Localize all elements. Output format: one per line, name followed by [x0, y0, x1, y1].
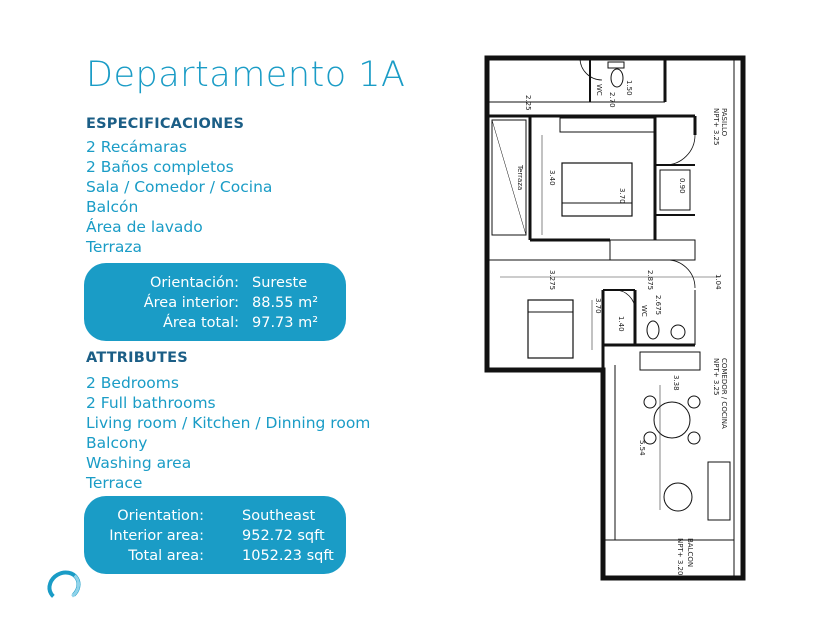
dim-label: 0.90 — [678, 178, 686, 194]
list-item: Sala / Comedor / Cocina — [86, 178, 273, 196]
label-balcon-level: NPT+ 3.20 — [676, 538, 684, 576]
list-item: Terraza — [86, 238, 142, 256]
orientation-label: Orientación: — [149, 275, 239, 291]
dim-label: 3.275 — [548, 270, 556, 291]
spec-details-card — [84, 263, 346, 341]
dim-label: 1.04 — [714, 274, 722, 290]
list-item: 2 Full bathrooms — [86, 394, 216, 412]
dim-label: 1.40 — [617, 316, 625, 332]
dim-label: 2.675 — [654, 295, 662, 316]
label-wc-top: WC — [595, 84, 603, 96]
dim-label: 3.38 — [672, 375, 680, 391]
list-item: 2 Bedrooms — [86, 374, 179, 392]
orientation-label: Orientation: — [117, 508, 204, 524]
total-area-value: 1052.23 sqft — [242, 548, 334, 564]
dim-label: 3.70 — [618, 188, 626, 204]
attributes-list — [86, 373, 370, 493]
list-item: Balcony — [86, 434, 148, 452]
interior-area-value: 88.55 m² — [252, 295, 319, 311]
dim-label: 3.70 — [594, 298, 602, 314]
list-item: Balcón — [86, 198, 139, 216]
interior-area-label: Interior area: — [109, 528, 204, 544]
dim-label: 2.25 — [524, 95, 532, 111]
interior-area-label: Área interior: — [143, 295, 239, 311]
label-pasillo: PASILLO — [720, 108, 728, 137]
orientation-value: Sureste — [252, 275, 308, 291]
list-item: Living room / Kitchen / Dinning room — [86, 414, 371, 432]
list-item: 2 Recámaras — [86, 138, 187, 156]
attributes-heading: ATTRIBUTES — [86, 350, 188, 366]
label-balcon: BALCON — [686, 538, 694, 568]
attributes-details-card — [84, 496, 346, 574]
label-pasillo-level: NPT+ 3.25 — [712, 108, 720, 146]
dim-label: 5.54 — [638, 440, 646, 456]
label-comedor-level: NPT+ 3.25 — [712, 358, 720, 396]
list-item: Terrace — [86, 474, 143, 492]
spec-heading: ESPECIFICACIONES — [86, 116, 245, 132]
total-area-label: Área total: — [162, 315, 239, 331]
list-item: 2 Baños completos — [86, 158, 234, 176]
floor-plan — [470, 40, 760, 595]
list-item: Washing area — [86, 454, 192, 472]
total-area-label: Total area: — [128, 548, 204, 564]
list-item: Área de lavado — [86, 218, 203, 236]
orientation-value: Southeast — [242, 508, 316, 524]
dim-label: 2.70 — [608, 92, 616, 108]
spec-list — [86, 137, 272, 257]
dim-label: 2.875 — [646, 270, 654, 291]
dim-label: 1.50 — [625, 80, 633, 96]
dim-label: 3.40 — [548, 170, 556, 186]
label-comedor: COMEDOR / COCINA — [720, 358, 728, 429]
page-title: Departamento 1A — [86, 55, 406, 95]
interior-area-value: 952.72 sqft — [242, 528, 325, 544]
label-wc-mid: WC — [640, 305, 648, 317]
label-terraza: Terraza — [516, 165, 524, 191]
brand-logo-icon — [42, 568, 86, 604]
total-area-value: 97.73 m² — [252, 315, 319, 331]
